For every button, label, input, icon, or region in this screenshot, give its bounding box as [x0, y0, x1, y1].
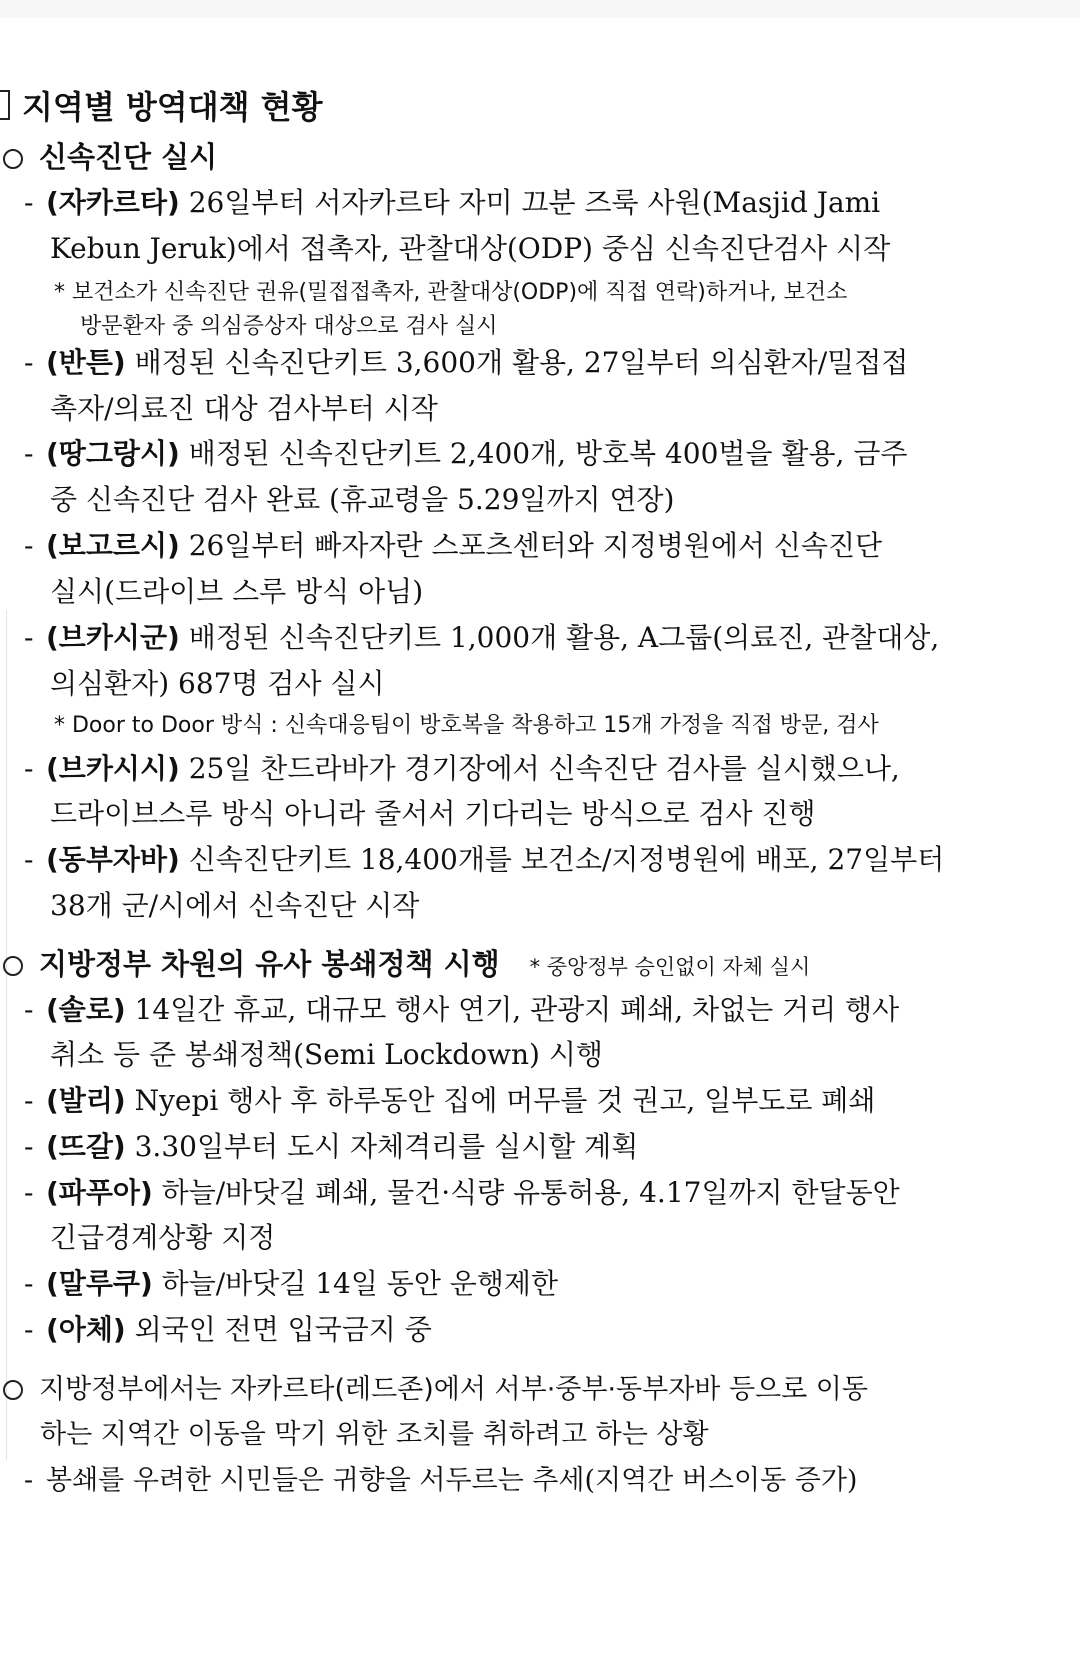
- list-item: - (땅그랑시) 배정된 신속진단키트 2,400개, 방호복 400벌을 활용, 금주: [24, 437, 908, 470]
- list-item: - (동부자바) 신속진단키트 18,400개를 보건소/지정병원에 배포, 27일부터: [24, 843, 945, 876]
- circle-bullet-icon: [3, 956, 23, 976]
- footnote: * Door to Door 방식 : 신속대응팀이 방호복을 착용하고 15개 가정을 직접 방문, 검사: [54, 713, 879, 738]
- footnote: * 보건소가 신속진단 권유(밀접접촉자, 관찰대상(ODP)에 직접 연락)하거나, 보건소: [54, 280, 848, 305]
- list-item: - (솔로) 14일간 휴교, 대규모 행사 연기, 관광지 폐쇄, 차없는 거리 행사: [24, 993, 900, 1026]
- list-item-continued: 드라이브스루 방식 아니라 줄서서 기다리는 방식으로 검사 진행: [50, 797, 816, 830]
- list-item-continued: Kebun Jeruk)에서 접촉자, 관찰대상(ODP) 중심 신속진단검사 시작: [50, 232, 891, 265]
- section-heading: 지방정부에서는 자카르타(레드존)에서 서부·중부·동부자바 등으로 이동: [0, 1376, 868, 1403]
- list-item-continued: 취소 등 준 봉쇄정책(Semi Lockdown) 시행: [50, 1038, 603, 1071]
- footnote: 방문환자 중 의심증상자 대상으로 검사 실시: [80, 314, 498, 339]
- list-item: - (브카시시) 25일 찬드라바가 경기장에서 신속진단 검사를 실시했으나,: [24, 752, 900, 785]
- list-item: - (아체) 외국인 전면 입국금지 중: [24, 1313, 432, 1346]
- list-item: - 봉쇄를 우려한 시민들은 귀향을 서두르는 추세(지역간 버스이동 증가): [24, 1465, 858, 1496]
- list-item: - (반튼) 배정된 신속진단키트 3,600개 활용, 27일부터 의심환자/밀접접: [24, 346, 909, 379]
- top-band: [0, 0, 1080, 18]
- list-item-continued: 중 신속진단 검사 완료 (휴교령을 5.29일까지 연장): [50, 483, 675, 516]
- circle-bullet-icon: [3, 1380, 23, 1400]
- page-title: 지역별 방역대책 현황: [0, 80, 323, 130]
- list-item-continued: 38개 군/시에서 신속진단 시작: [50, 889, 420, 922]
- heading-note: * 중앙정부 승인없이 자체 실시: [529, 955, 811, 979]
- section-heading: 신속진단 실시: [0, 143, 217, 172]
- list-item-continued: 실시(드라이브 스루 방식 아님): [50, 575, 424, 608]
- list-item-continued: 의심환자) 687명 검사 실시: [50, 667, 385, 700]
- list-item: - (브카시군) 배정된 신속진단키트 1,000개 활용, A그룹(의료진, 관찰대상,: [24, 621, 940, 654]
- section-heading-continued: 하는 지역간 이동을 막기 위한 조치를 취하려고 하는 상황: [40, 1419, 709, 1450]
- list-item: - (발리) Nyepi 행사 후 하루동안 집에 머무를 것 권고, 일부도로 폐쇄: [24, 1084, 876, 1117]
- list-item: - (보고르시) 26일부터 빠자자란 스포츠센터와 지정병원에서 신속진단: [24, 529, 883, 562]
- margin-line: [6, 610, 7, 1460]
- list-item: - (말루쿠) 하늘/바닷길 14일 동안 운행제한: [24, 1267, 558, 1300]
- square-bullet-icon: [0, 90, 10, 120]
- list-item: - (자카르타) 26일부터 서자카르타 자미 끄분 즈룩 사원(Masjid Jami: [24, 186, 881, 219]
- list-item-continued: 촉자/의료진 대상 검사부터 시작: [50, 392, 438, 425]
- list-item: - (파푸아) 하늘/바닷길 폐쇄, 물건·식량 유통허용, 4.17일까지 한달동안: [24, 1176, 900, 1209]
- circle-bullet-icon: [3, 149, 23, 169]
- section-heading: 지방정부 차원의 유사 봉쇄정책 시행 * 중앙정부 승인없이 자체 실시: [0, 950, 810, 979]
- list-item: - (뜨갈) 3.30일부터 도시 자체격리를 실시할 계획: [24, 1130, 639, 1163]
- list-item-continued: 긴급경계상황 지정: [50, 1221, 276, 1254]
